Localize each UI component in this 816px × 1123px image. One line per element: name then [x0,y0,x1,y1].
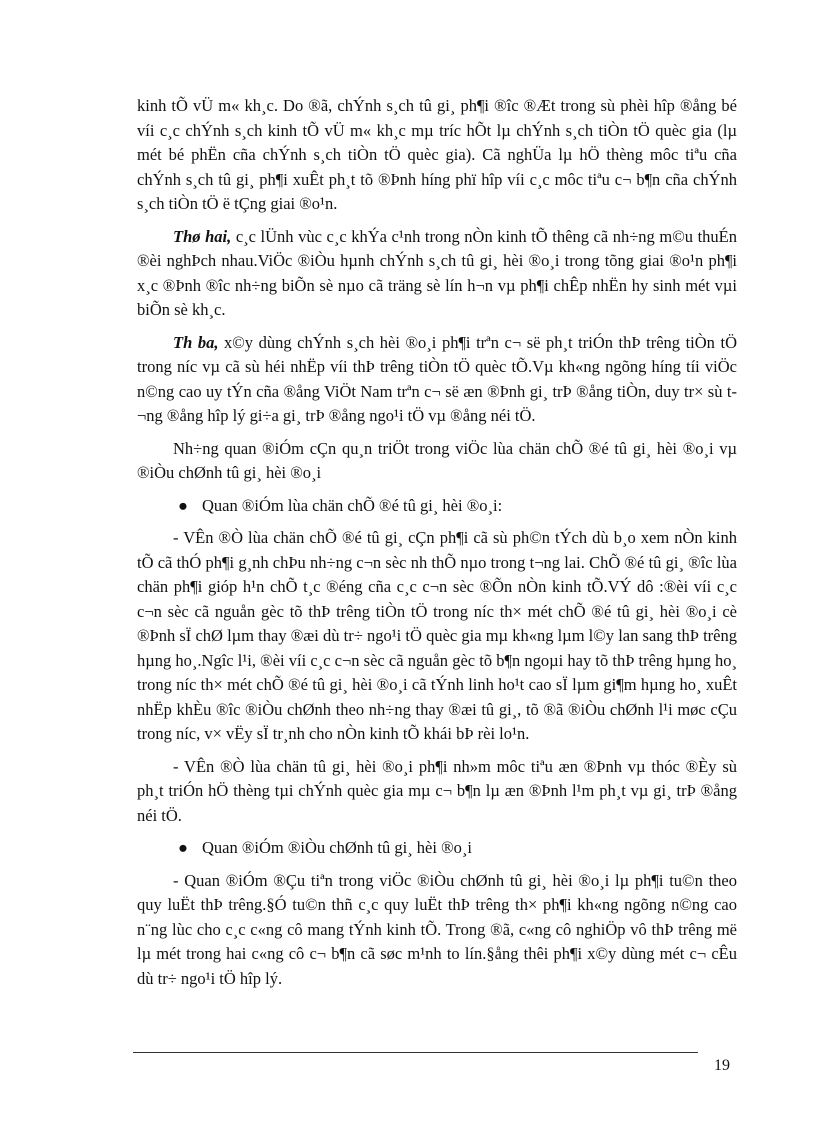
bullet-text: Quan ®iÓm ®iÒu chØnh tû gi¸ hèi ®o¸i [202,838,472,857]
paragraph [137,437,737,486]
paragraph-text: - Quan ®iÓm ®Çu tiªn trong viÖc ®iÒu chØnh tû gi¸ hèi ®o¸i lµ ph¶i tu©n theo quy luËt thÞ trêng.§Ó tu©n thñ c¸c quy luËt thÞ trêng th× ph¶i kh«ng ngõng n©ng cao n¨ng lùc cho c¸c c«ng cô mang tÝnh kinh tÕ. Trong ®ã, c«ng cô nghiÖp vô thÞ trêng më lµ mét trong hai c«ng cô c¬ b¶n cã søc m¹nh to lín.§ång thêi ph¶i x©y dùng mét c¬ cÊu dù tr÷ ngo¹i tÖ hîp lý. [137,870,737,988]
paragraph [137,94,737,217]
paragraph [137,331,737,429]
paragraph [137,225,737,323]
bullet-text: Quan ®iÓm lùa chän chÕ ®é tû gi¸ hèi ®o¸i: [202,495,503,515]
footer-divider [133,1052,698,1053]
paragraph [137,869,737,992]
bullet-icon: ● [178,838,188,857]
page-number: 19 [714,1057,730,1074]
paragraph-lead: Th ba, [173,332,219,352]
paragraph [137,526,737,747]
paragraph-text: Nh÷ng quan ®iÓm cÇn qu¸n triÖt trong viÖc lùa chän chÕ ®é tû gi¸ hèi ®o¸i vµ ®iÒu chØnh tû gi¸ hèi ®o¸i [137,438,737,482]
body-text [137,94,737,999]
bullet-item [137,836,737,861]
paragraph-text: - VÊn ®Ò lùa chän tû gi¸ hèi ®o¸i ph¶i nh»m môc tiªu æn ®Þnh vµ thóc ®Èy sù ph¸t triÓn hÖ thèng tµi chÝnh quèc gia mµ c¬ b¶n lµ æn ®Þnh l¹m ph¸t vµ gi¸ trÞ ®ång néi tÖ. [137,756,737,825]
paragraph-text: x©y dùng chÝnh s¸ch hèi ®o¸i ph¶i trªn c¬ së ph¸t triÓn thÞ trêng tiÒn tÖ trong níc vµ cã sù héi nhËp víi thÞ trêng tiÒn tÖ quèc tÕ.Vµ kh«ng ngõng híng tíi viÖc n©ng cao uy tÝn cña ®ång ViÖt Nam trªn c¬ së æn ®Þnh gi¸ trÞ ®ång tiÒn, duy tr× sù t¬ng ®ång hîp lý gi÷a gi¸ trÞ ®ång ngo¹i tÖ vµ ®ång néi tÖ. [137,332,737,425]
paragraph-text: c¸c lÜnh vùc c¸c khÝa c¹nh trong nÒn kinh tÕ thêng cã nh÷ng m©u thuÉn ®èi nghÞch nhau.ViÖc ®iÒu hµnh chÝnh s¸ch tû gi¸ hèi ®o¸i trong tõng giai ®o¹n ph¶i x¸c ®Þnh ®îc nh÷ng biÕn sè nµo cã träng sè lín h¬n vµ ph¶i chÊp nhËn hy sinh mét vµi biÕn sè kh¸c. [137,226,737,319]
paragraph [137,755,737,829]
paragraph-lead: Thø hai, [173,226,232,246]
bullet-icon: ● [178,495,188,515]
paragraph-text: - VÊn ®Ò lùa chän chÕ ®é tû gi¸ cÇn ph¶i cã sù ph©n tÝch dù b¸o xem nÒn kinh tÕ cã thÓ ph¶i g¸nh chÞu nh÷ng c¬n sèc nh thÕ nµo trong t¬ng lai. ChÕ ®é tû gi¸ ®îc lùa chän ph¶i gióp h¹n chÕ t¸c ®éng cña c¸c c¬n sèc ®Õn nÒn kinh tÕ.VÝ dô :®èi víi c¸c c¬n sèc cã nguån gèc tõ thÞ trêng tiÒn tÖ trong níc th× mét chÕ ®é tû gi¸ hèi ®o¸i cè ®Þnh sÏ chØ lµm thay ®æi dù tr÷ ngo¹i tÖ quèc gia mµ kh«ng lµm l©y lan sang thÞ trêng hµng ho¸.Ngîc l¹i, ®èi víi c¸c c¬n sèc cã nguån gèc tõ b¶n ngoµi hay tõ thÞ trêng hµng ho¸ trong níc th× mét chÕ ®é tû gi¸ hèi ®o¸i cã tÝnh linh ho¹t cao sÏ lµm gi¶m hµng ho¸ xuÊt nhËp khÈu ®îc ®iÒu chØnh theo nh÷ng thay ®æi tû gi¸, tõ ®ã ®iÒu chØnh l¹i møc cÇu trong níc, v× vËy sÏ tr¸nh cho nÒn kinh tÕ khái bÞ rèi lo¹n. [137,528,737,743]
bullet-item [137,494,737,519]
paragraph-text: kinh tÕ vÜ m« kh¸c. Do ®ã, chÝnh s¸ch tû gi¸ ph¶i ®îc ®Æt trong sù phèi hîp ®ång bé víi c¸c chÝnh s¸ch kinh tÕ vÜ m« kh¸c mµ tríc hÕt lµ chÝnh s¸ch tiÒn tÖ quèc gia (lµ mét bé phËn cña chÝnh s¸ch tiÒn tÖ quèc gia). Cã nghÜa lµ hÖ thèng môc tiªu cña chÝnh s¸ch tû gi¸ ph¶i xuÊt ph¸t tõ ®Þnh híng phï hîp víi c¸c môc tiªu c¬ b¶n cña chÝnh s¸ch tiÒn tÖ ë tÇng giai ®o¹n. [137,96,737,213]
